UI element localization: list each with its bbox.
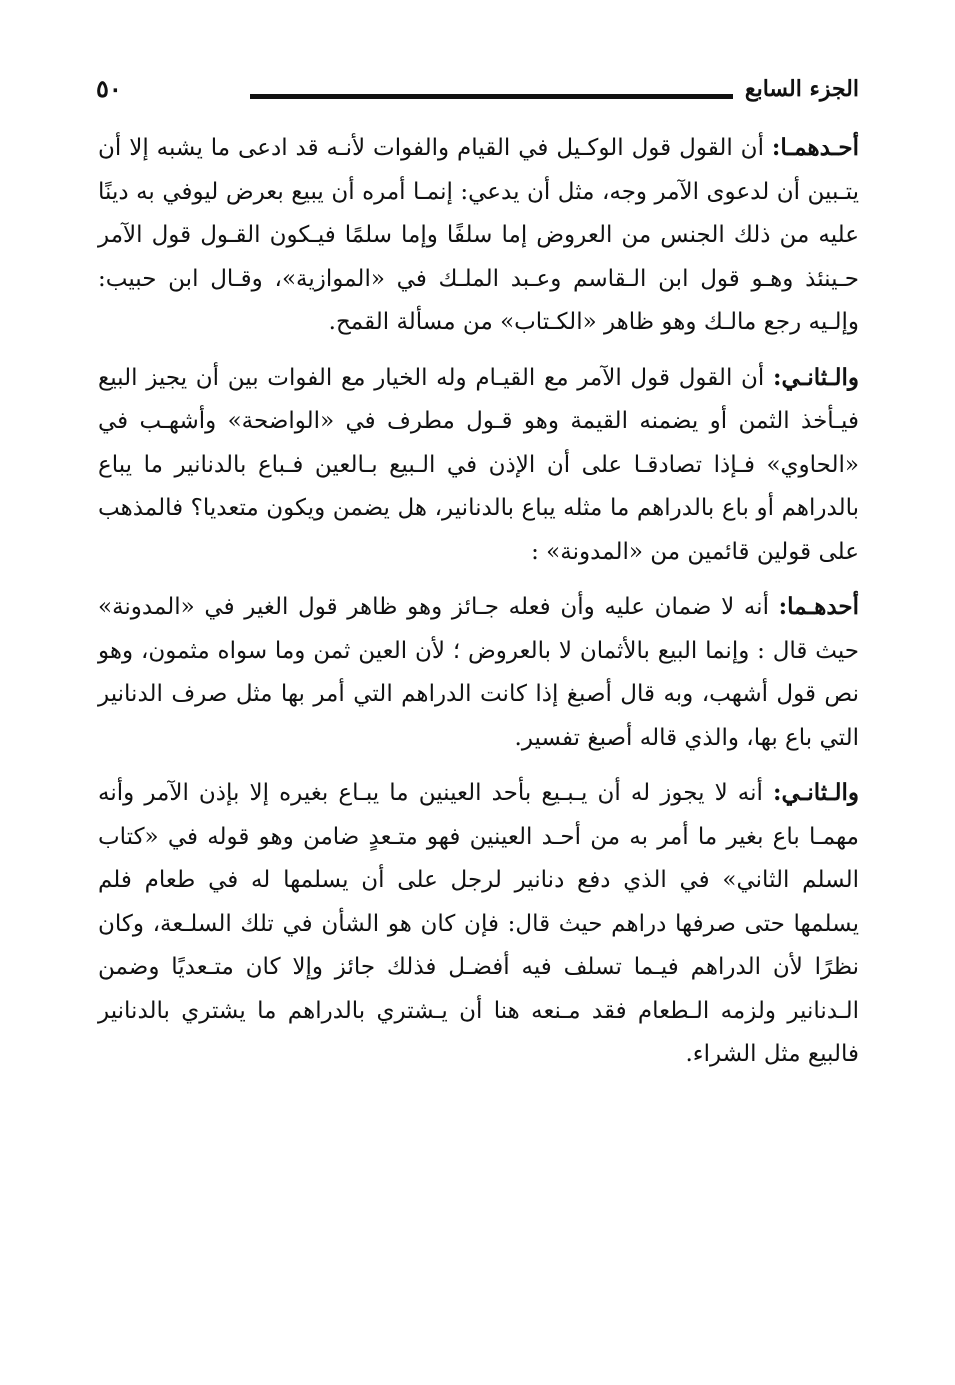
paragraph-lead: والـثانـي: [773, 779, 859, 806]
paragraph-lead: والـثانـي: [773, 363, 859, 391]
paragraph-text: أن القول قول الوكـيل في القيام والفوات لأنـه قد ادعى ما يشبه إلا أن يتـبين أن لدعوى الآمر وجه، مثل أن يدعي: إنمـا أمره أن يبيع بعرض ليوفي به دينًا عليه من ذلك الجنس من العروض إما سلفًا وإما سلمًا فيـكون القـول قول الآمر حـينئذ وهـو قول ابن الـقاسم وعـبد الملـك في «الموازية»، وقـال ابن حبيب: وإلـيه رجع مالـك وهو ظاهر «الكـتاب» من مسألة القمح. [98, 135, 859, 335]
paragraph-text: أنه لا ضمان عليه وأن فعله جـائز وهو ظاهر قول الغير في «المدونة» حيث قال : وإنما البيع بالأثمان لا بالعروض ؛ لأن العين ثمن وما سواه مثمون، وهو نص قول أشهب، وبه قال أصبغ إذا كانت الدراهم التي أمر بها مثل صرف الدنانير التي باع بها، والذي قاله أصبغ تفسير. [98, 594, 859, 751]
paragraph-3 [98, 585, 859, 760]
header-rule [250, 94, 733, 99]
page-number: ٥٠ [96, 74, 122, 103]
body-text [98, 126, 859, 1088]
running-title: الجزء السابع [744, 76, 859, 102]
paragraph-4 [98, 771, 859, 1077]
paragraph-lead: أحدهـما: [778, 593, 859, 620]
paragraph-2 [98, 356, 859, 575]
paragraph-text: أن القول قول الآمر مع القيـام وله الخيار مع الفوات بين أن يجيز البيع فيـأخذ الثمن أو يضمنه القيمة وهو قـول مطرف في «الواضحة» وأشهـب في «الحاوي» فـإذا تصادقـا على أن الإذن في الـبيع بـالعين فـباع بالدنانير ما يباع بالدراهم أو باع بالدراهم ما مثله يباع بالدنانير، هل يضمن ويكون متعديا؟ فالمذهب على قولين قائمين من «المدونة» : [98, 364, 859, 565]
page-header [96, 72, 859, 112]
paragraph-1 [98, 126, 859, 345]
paragraph-text: أنه لا يجوز له أن يـبـيع بأحد العينين ما يبـاع بغيره إلا بإذن الآمر وأنه مهمـا باع بغير ما أمر به من أحـد العينين فهو متـعدٍ ضامن وهو قوله في «كتاب السلم الثاني» في الذي دفع دنانير لرجل على أن يسلمها له في طعام فلم يسلمها حتى صرفها دراهم حيث قال: فإن كان هو الشأن في تلك السلـعة، وكان نظرًا لأن الدراهم فيـما تسلف فيه أفضـل فذلك جائز وإلا كان متـعديًا وضمن الـدنانير ولزمه الـطعام فقد مـنعه هنا أن يـشتري بالدراهم ما يشتري بالدنانير فالبيع مثل الشراء. [98, 780, 859, 1067]
paragraph-lead: أحـدهمـا: [771, 134, 859, 161]
